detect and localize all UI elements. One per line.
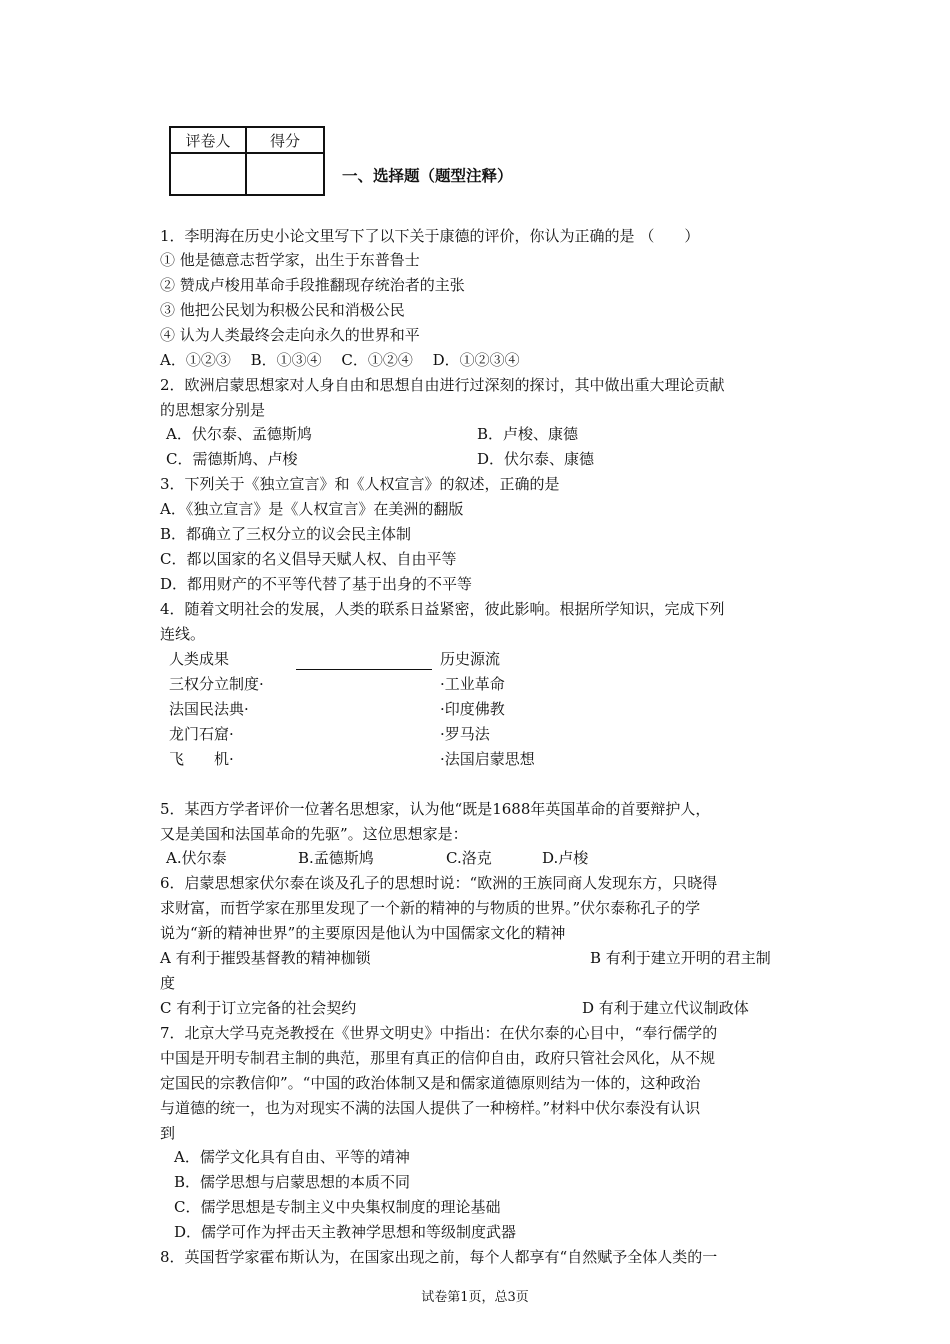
q4-right-item-4: ·法国启蒙思想 bbox=[440, 750, 535, 768]
q7-option-d: D．儒学可作为抨击天主教神学思想和等级制度武器 bbox=[174, 1223, 517, 1241]
question-7-stem-cont-1: 中国是开明专制君主制的典范，那里有真正的信仰自由，政府只管社会风化，从不规 bbox=[160, 1049, 716, 1067]
q3-option-d: D．都用财产的不平等代替了基于出身的不平等 bbox=[160, 575, 473, 593]
q7-option-a: A．儒学文化具有自由、平等的靖神 bbox=[174, 1148, 410, 1166]
question-5-stem: 5．某西方学者评价一位著名思想家，认为他“既是1688年英国革命的首要辩护人， bbox=[160, 800, 711, 818]
question-2-stem-cont: 的思想家分别是 bbox=[160, 401, 266, 419]
question-4-stem: 4．随着文明社会的发展，人类的联系日益紧密，彼此影响。根据所学知识，完成下列 bbox=[160, 600, 725, 618]
score-label: 得分 bbox=[246, 127, 324, 153]
question-2-stem: 2．欧洲启蒙思想家对人身自由和思想自由进行过深刻的探讨，其中做出重大理论贡献 bbox=[160, 376, 725, 394]
q4-left-item-4: 飞 机· bbox=[169, 750, 234, 768]
q4-right-item-3: ·罗马法 bbox=[440, 725, 490, 743]
q2-option-c: C．需德斯鸠、卢梭 bbox=[166, 450, 298, 468]
grader-label: 评卷人 bbox=[170, 127, 246, 153]
q5-option-d: D.卢梭 bbox=[542, 849, 589, 867]
q6-option-d: D 有利于建立代议制政体 bbox=[582, 999, 749, 1017]
q1-statement-3: ③ 他把公民划为积极公民和消极公民 bbox=[160, 301, 405, 319]
q6-option-a: A 有利于摧毁基督教的精神枷锁 bbox=[160, 949, 371, 967]
q3-option-c: C．都以国家的名义倡导天赋人权、自由平等 bbox=[160, 550, 457, 568]
question-7-stem-cont-4: 到 bbox=[160, 1124, 176, 1142]
q1-statement-4: ④ 认为人类最终会走向永久的世界和平 bbox=[160, 326, 420, 344]
score-table bbox=[169, 126, 325, 196]
question-6-stem-cont-1: 求财富，而哲学家在那里发现了一个新的精神的与物质的世界。”伏尔泰称孔子的学 bbox=[160, 899, 701, 917]
score-cell bbox=[246, 153, 324, 195]
question-5-stem-cont: 又是美国和法国革命的先驱”。这位思想家是： bbox=[160, 825, 468, 843]
q1-options: A．①②③ B．①③④ C．①②④ D．①②③④ bbox=[160, 351, 520, 369]
question-6-stem-cont-2: 说为“新的精神世界”的主要原因是他认为中国儒家文化的精神 bbox=[160, 924, 566, 942]
grader-cell bbox=[170, 153, 246, 195]
q7-option-c: C．儒学思想是专制主义中央集权制度的理论基础 bbox=[174, 1198, 501, 1216]
q6-option-b: B 有利于建立开明的君主制 bbox=[590, 949, 771, 967]
q4-header-underline bbox=[296, 668, 432, 670]
question-8-stem: 8．英国哲学家霍布斯认为，在国家出现之前，每个人都享有“自然赋予全体人类的一 bbox=[160, 1248, 718, 1266]
q7-option-b: B．儒学思想与启蒙思想的本质不同 bbox=[174, 1173, 411, 1191]
question-1-stem: 1．李明海在历史小论文里写下了以下关于康德的评价，你认为正确的是 （ ） bbox=[160, 227, 700, 245]
q5-option-b: B.孟德斯鸠 bbox=[298, 849, 374, 867]
q2-option-d: D．伏尔泰、康德 bbox=[477, 450, 595, 468]
q4-right-item-1: ·工业革命 bbox=[440, 675, 505, 693]
question-6-stem: 6．启蒙思想家伏尔泰在谈及孔子的思想时说：“欧洲的王族同商人发现东方，只晓得 bbox=[160, 874, 718, 892]
page-footer: 试卷第1页，总3页 bbox=[421, 1290, 529, 1305]
q1-statement-1: ① 他是德意志哲学家，出生于东普鲁士 bbox=[160, 251, 420, 269]
q2-option-b: B．卢梭、康德 bbox=[477, 425, 579, 443]
q4-left-item-1: 三权分立制度· bbox=[169, 675, 264, 693]
q5-option-c: C.洛克 bbox=[446, 849, 492, 867]
q6-option-b-cont: 度 bbox=[160, 974, 176, 992]
q1-statement-2: ② 赞成卢梭用革命手段推翻现存统治者的主张 bbox=[160, 276, 465, 294]
q4-left-header: 人类成果 bbox=[169, 650, 230, 668]
q3-option-a: A．《独立宣言》是《人权宣言》在美洲的翻版 bbox=[160, 500, 464, 518]
q2-option-a: A．伏尔泰、孟德斯鸠 bbox=[166, 425, 312, 443]
section-title: 一、选择题（题型注释） bbox=[342, 166, 513, 185]
q6-option-c: C 有利于订立完备的社会契约 bbox=[160, 999, 357, 1017]
q4-left-item-3: 龙门石窟· bbox=[169, 725, 234, 743]
q5-option-a: A.伏尔泰 bbox=[166, 849, 227, 867]
question-4-stem-cont: 连线。 bbox=[160, 625, 206, 643]
question-7-stem-cont-3: 与道德的统一，也为对现实不满的法国人提供了一种榜样。”材料中伏尔泰没有认识 bbox=[160, 1099, 701, 1117]
q4-left-item-2: 法国民法典· bbox=[169, 700, 249, 718]
q3-option-b: B．都确立了三权分立的议会民主体制 bbox=[160, 525, 412, 543]
q4-right-header: 历史源流 bbox=[440, 650, 501, 668]
question-7-stem: 7．北京大学马克尧教授在《世界文明史》中指出：在伏尔泰的心目中，“奉行儒学的 bbox=[160, 1024, 718, 1042]
question-3-stem: 3．下列关于《独立宣言》和《人权宣言》的叙述，正确的是 bbox=[160, 475, 560, 493]
question-7-stem-cont-2: 定国民的宗教信仰”。“中国的政治体制又是和儒家道德原则结为一体的，这种政治 bbox=[160, 1074, 701, 1092]
q4-right-item-2: ·印度佛教 bbox=[440, 700, 505, 718]
